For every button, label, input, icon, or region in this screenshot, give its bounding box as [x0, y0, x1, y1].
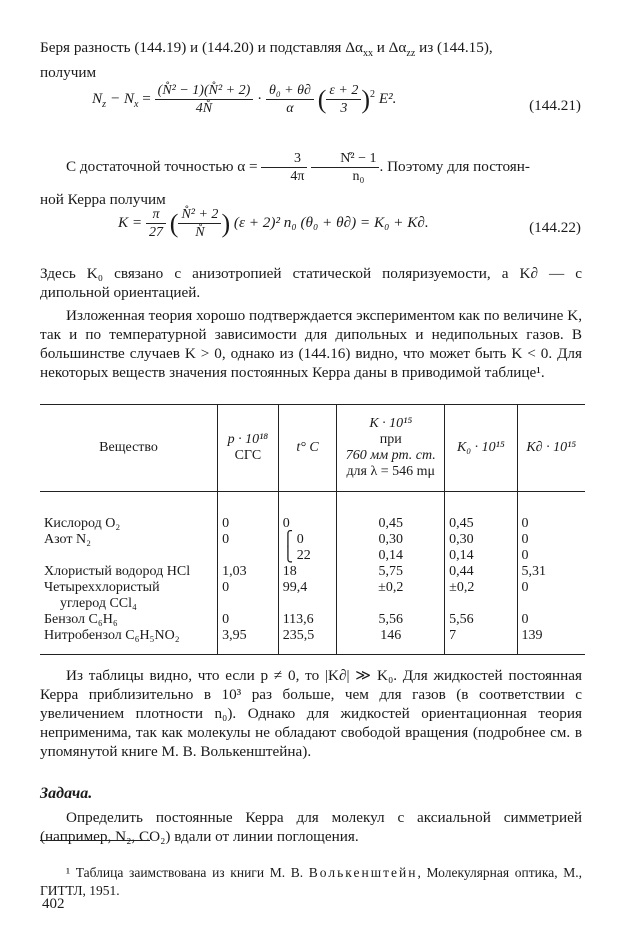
theory-paragraph: Изложенная теория хорошо подтверждается экспериментом как по величине K, так и по температурной зависимости для дипольных и недипольных газов. В большинстве случаев K > 0, однако из (144.16) видно, что может быть K < 0. Для некоторых веществ значения постоянных Керра даны в приводимой таблице¹. [40, 307, 582, 381]
header-k0: K₀ · 10¹⁵ [445, 405, 517, 492]
conclusion-paragraph: Из таблицы видно, что если p ≠ 0, то |K∂| ≫ K₀. Для жидкостей постоянная Керра приблизительно в 10³ раз больше, чем для газов (в соответствии с увеличением плотности n₀). Однако для жидкостей ориентационная теория неприменима, так как молекулы не обладают свободой вращения (подробнее см. в упомянутой книге М. В. Волькенштейна). [40, 667, 582, 760]
eq2-fraction-2: $\frac{\text{N̊² + 2}}{N̊}$ [178, 206, 221, 241]
kerr-constants-table [40, 404, 585, 655]
page-number: 402 [42, 896, 65, 912]
intro-paragraph: Беря разность (144.19) и (144.20) и подставляя $\Delta\alpha_{xx}$ и $\Delta\alpha_{zz}$ из (144.15), получим [40, 39, 493, 82]
substance-name: Хлористый водород HCl [44, 564, 191, 579]
table-row: Нитробензол C₆H₅NO₂ 3,95 235,5 146 7 139 [40, 628, 585, 655]
eq1-fraction-2: $\frac{\text{θ₀ + θ∂}}{\alpha}$ [266, 82, 314, 117]
substance-name: Азот N₂ [44, 532, 91, 547]
header-substance: Вещество [99, 440, 158, 455]
substance-name: углерод CCl₄ [60, 596, 137, 611]
table-row: ⎩ 22 0,14 0,14 0 [40, 548, 585, 564]
table-row: Бензол C₆H₆ 0 113,6 5,56 5,56 0 [40, 612, 585, 628]
substance-name [40, 548, 218, 564]
table-row: Хлористый водород HCl 1,03 18 5,75 0,44 5,31 [40, 564, 585, 580]
table-row: Азот N₂ 0 ⎧ 0 0,30 0,30 0 [40, 532, 585, 548]
table-header-row [40, 405, 585, 492]
substance-name: Бензол C₆H₆ [44, 612, 118, 627]
substance-name: Четыреххлористый [44, 580, 160, 595]
footnote: ¹ Таблица заимствована из книги М. В. Волькенштейн, Молекулярная оптика, М., ГИТТЛ, 1951. [40, 864, 582, 898]
eq1-fraction-3: $\frac{\varepsilon + 2}{3}$ [326, 82, 361, 117]
table-row: Кислород O₂ 0 0 0,45 0,45 0 [40, 516, 585, 532]
equation-number-144-21: (144.21) [529, 97, 581, 114]
task-heading: Задача. [40, 785, 93, 802]
header-kd: K∂ · 10¹⁵ [517, 405, 585, 492]
header-kerr-constant: K · 10¹⁵ при 760 мм рт. ст. для λ = 546 mμ [337, 405, 445, 492]
table-row [40, 596, 585, 612]
substance-name: Нитробензол C₆H₅NO₂ [40, 628, 218, 655]
precision-paragraph: С достаточной точностью α = $\frac{3}{4\pi}$ $\frac{\text{N̊² − 1}}{\text{n₀}}$ . Поэтому для постоян- ной Керра получим [40, 151, 530, 208]
anisotropy-paragraph: Здесь K₀ связано с анизотропией статической поляризуемости, а K∂ — с дипольной ориентацией. [40, 265, 582, 301]
footnote-divider [40, 840, 150, 841]
table-row: Четыреххлористый 0 99,4 ±0,2 ±0,2 0 [40, 580, 585, 596]
equation-144-21: $N_z - N_x$ = $\frac{\text{(N̊² − 1)(N̊² + 2)}}{4N̊}$ · $\frac{\text{θ₀ + θ∂}}{\alpha}$ ( $\frac{\varepsilon + 2}{3}$ )$^2$ E². [92, 83, 397, 116]
substance-name: Кислород O₂ [44, 516, 121, 531]
header-dipole: p · 10¹⁸ СГС [218, 405, 279, 492]
task-paragraph: Определить постоянные Керра для молекул с аксиальной симметрией (например, N₂, CO₂) вдали от линии поглощения. [40, 809, 582, 845]
equation-number-144-22: (144.22) [529, 219, 581, 236]
eq1-fraction-1: $\frac{\text{(N̊² − 1)(N̊² + 2)}}{4N̊}$ [155, 82, 254, 117]
equation-144-22: K = $\frac{\pi}{27}$ ( $\frac{\text{N̊² + 2}}{N̊}$ ) (ε + 2)² n₀ (θ₀ + θ∂) = K₀ + K∂. [118, 207, 429, 240]
eq2-fraction-1: $\frac{\pi}{27}$ [146, 206, 166, 241]
header-temperature: t° C [278, 405, 337, 492]
